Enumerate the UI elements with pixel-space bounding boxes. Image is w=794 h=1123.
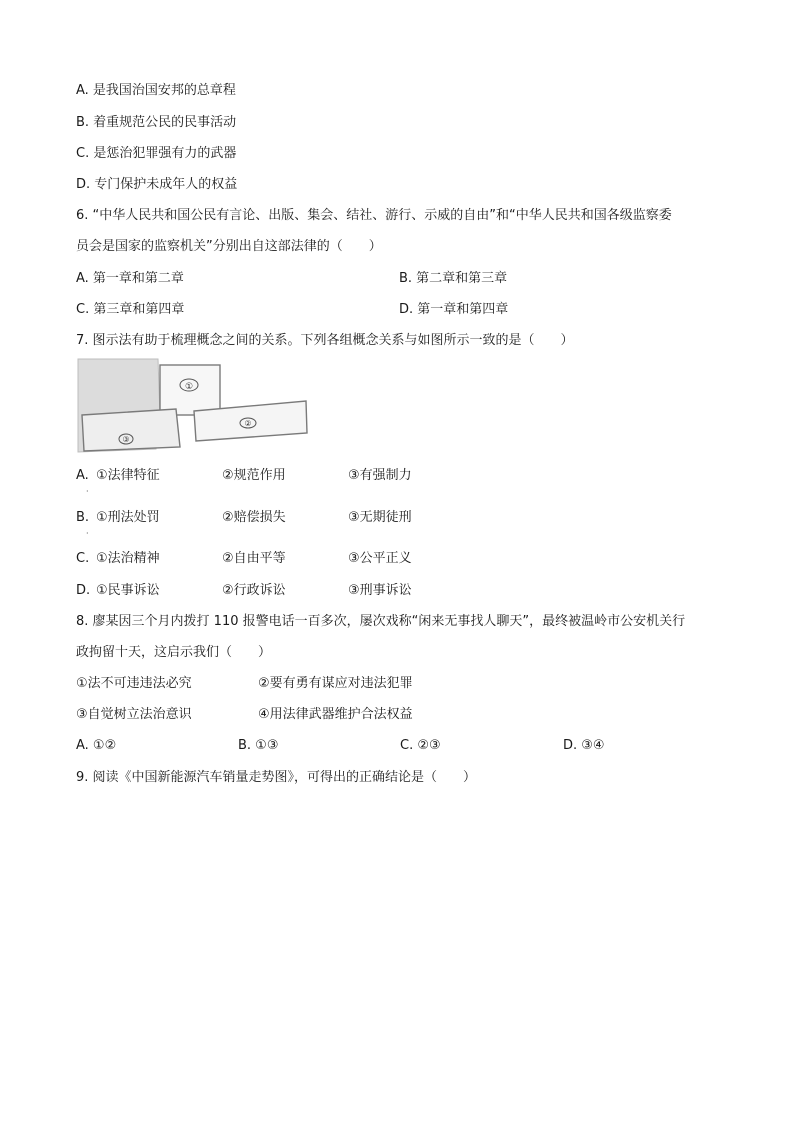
q6-option-c: C. 第三章和第四章 [76, 302, 185, 317]
q6-stem-line1: 6. “中华人民共和国公民有言论、出版、集会、结社、游行、示威的自由”和“中华人民共和国各级监察委 [76, 208, 672, 223]
dot-mark: · [86, 487, 89, 496]
q6-option-d: D. 第一章和第四章 [399, 302, 509, 317]
q8-statement-4: ④用法律武器维护合法权益 [258, 707, 413, 722]
q7-option-b-c3: ③无期徒刑 [348, 510, 412, 525]
q7-option-d [76, 582, 412, 600]
dot-mark: · [86, 529, 89, 538]
q9-stem: 9. 阅读《中国新能源汽车销量走势图》，可得出的正确结论是（ ） [76, 770, 477, 785]
q8-statement-1: ①法不可违违法必究 [76, 676, 192, 691]
q6-stem-line2: 员会是国家的监察机关”分别出自这部法律的（ ） [76, 239, 382, 254]
q7-option-b-c1: ①刑法处罚 [96, 510, 160, 525]
q8-statement-2: ②要有勇有谋应对违法犯罪 [258, 676, 413, 691]
q6-option-a: A. 第一章和第二章 [76, 271, 184, 286]
q7-concept-diagram [76, 357, 308, 455]
q7-option-d-c2: ②行政诉讼 [222, 583, 286, 598]
q7-stem: 7. 图示法有助于梳理概念之间的关系。下列各组概念关系与如图所示一致的是（ ） [76, 333, 574, 348]
q8-option-a: A. ①② [76, 738, 117, 753]
q7-option-a-c1: ①法律特征 [96, 468, 160, 483]
q7-label-2: ② [244, 419, 252, 428]
q7-option-d-letter: D. [76, 583, 91, 598]
q7-option-c-c2: ②自由平等 [222, 551, 286, 566]
q7-label-1: ① [184, 382, 194, 392]
q7-option-a-c3: ③有强制力 [348, 468, 412, 483]
q5-option-a: A. 是我国治国安邦的总章程 [76, 83, 236, 98]
q7-option-a-c2: ②规范作用 [222, 468, 286, 483]
q5-option-b: B. 着重规范公民的民事活动 [76, 115, 237, 130]
q8-stem-line1: 8. 廖某因三个月内拨打 110 报警电话一百多次，屡次戏称“闲来无事找人聊天”，最终被温岭市公安机关行 [76, 614, 686, 629]
q7-option-b-c2: ②赔偿损失 [222, 510, 286, 525]
q7-option-d-c1: ①民事诉讼 [96, 583, 160, 598]
q7-option-c-letter: C. [76, 551, 90, 566]
q8-option-c: C. ②③ [400, 738, 441, 753]
q7-box-3 [82, 409, 180, 451]
q7-option-c-c3: ③公平正义 [348, 551, 412, 566]
q7-option-d-c3: ③刑事诉讼 [348, 583, 412, 598]
q5-option-c: C. 是惩治犯罪强有力的武器 [76, 146, 237, 161]
q8-stem-line2: 政拘留十天，这启示我们（ ） [76, 645, 272, 660]
q7-option-b-letter: B. [76, 510, 90, 525]
q8-option-b: B. ①③ [238, 738, 279, 753]
q7-option-c-c1: ①法治精神 [96, 551, 160, 566]
q8-statement-3: ③自觉树立法治意识 [76, 707, 192, 722]
q7-label-3: ③ [122, 435, 130, 444]
q7-option-b [76, 509, 412, 527]
q7-option-a [76, 467, 412, 485]
q5-option-d: D. 专门保护未成年人的权益 [76, 177, 238, 192]
q7-diagram-svg [76, 357, 308, 455]
q6-option-b: B. 第二章和第三章 [399, 271, 508, 286]
q7-option-c [76, 550, 412, 568]
q8-option-d: D. ③④ [563, 738, 605, 753]
q7-option-a-letter: A. [76, 468, 89, 483]
